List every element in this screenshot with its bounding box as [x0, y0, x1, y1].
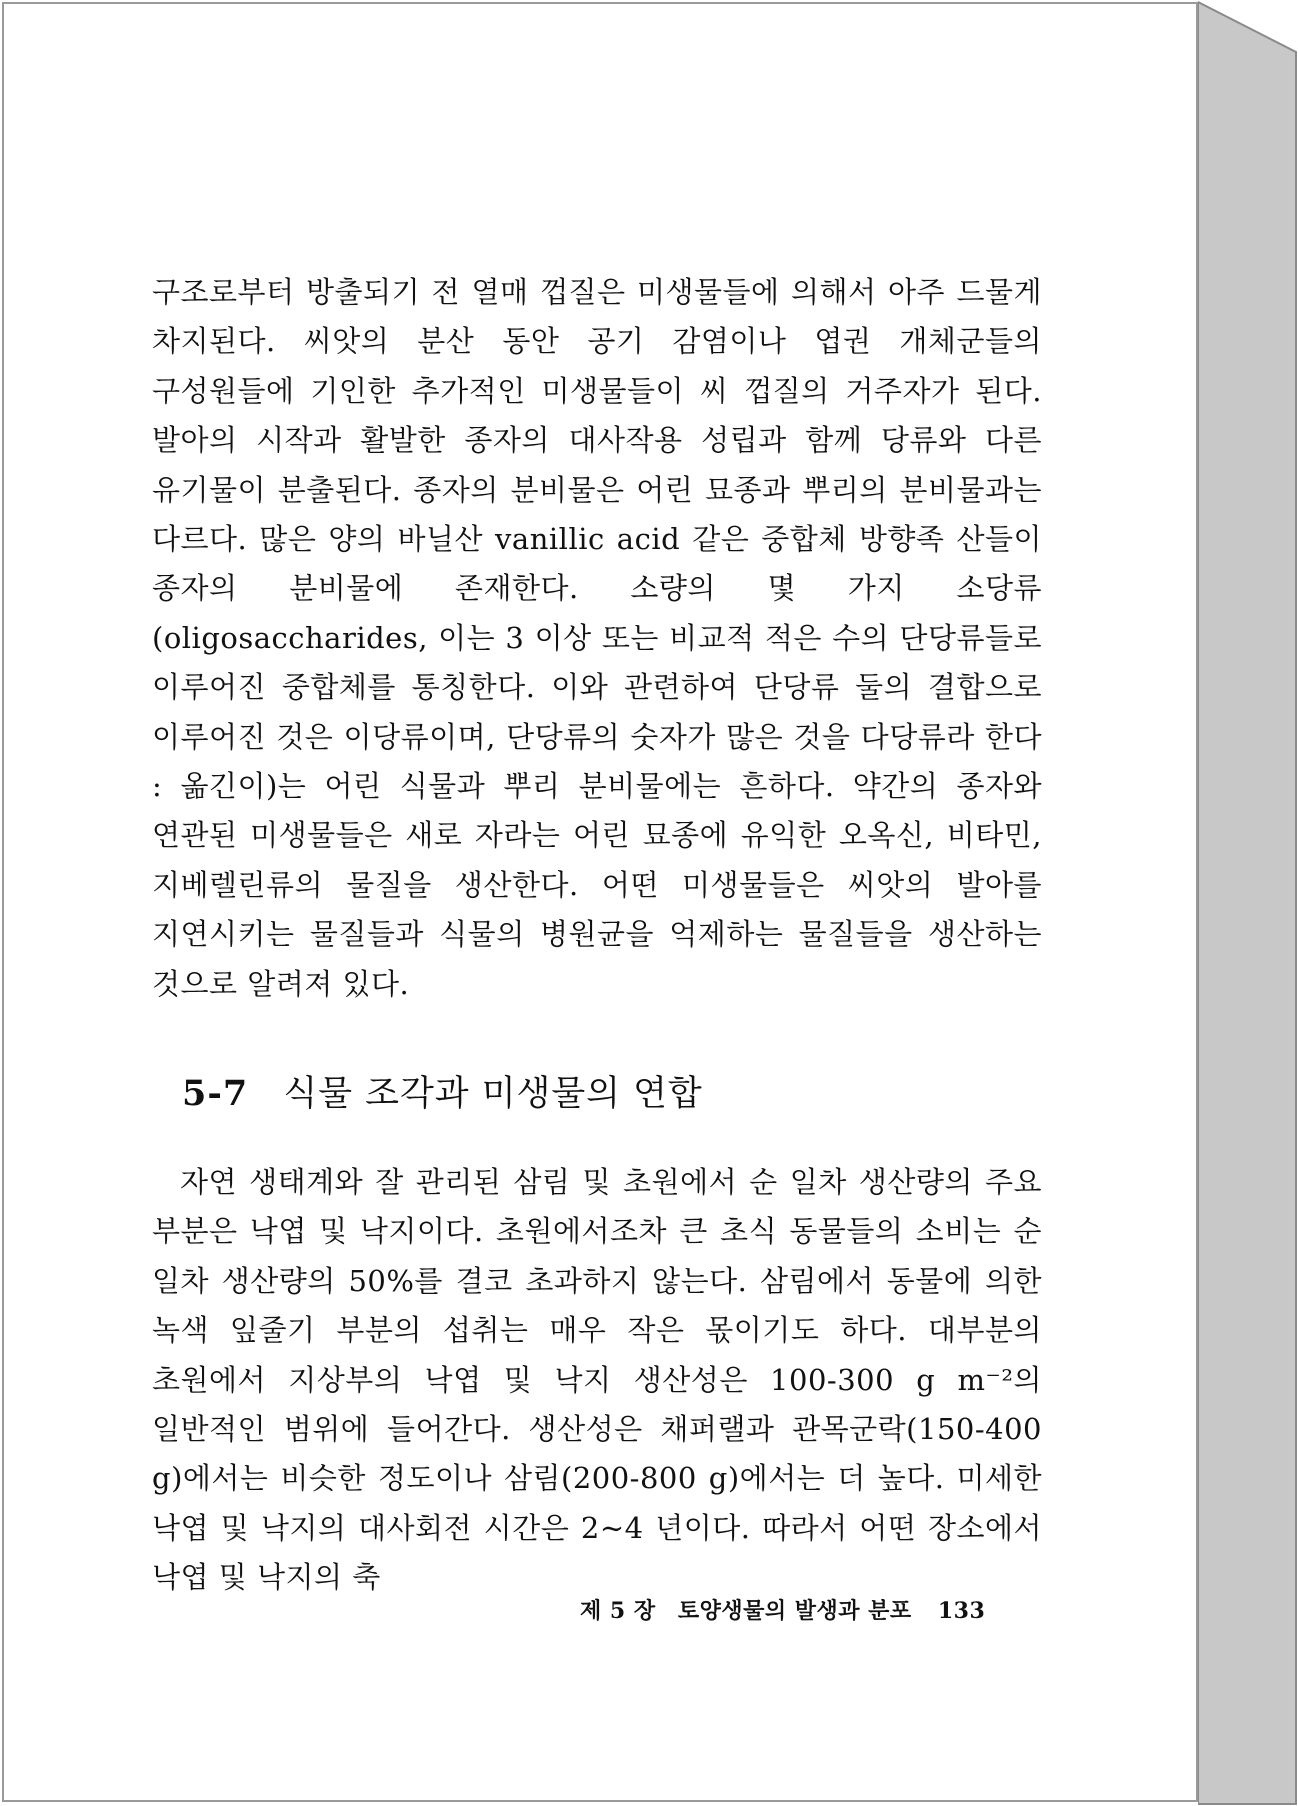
- page-number: 133: [937, 1598, 986, 1624]
- section-title: 식물 조각과 미생물의 연합: [283, 1074, 703, 1114]
- footer-chapter: 제 5 장: [580, 1598, 656, 1624]
- body-paragraph: 구조로부터 방출되기 전 열매 껍질은 미생물들에 의해서 아주 드물게 차지된다. 씨앗의 분산 동안 공기 감염이나 엽권 개체군들의 구성원들에 기인한 추가적인 미생물들이 씨 껍질의 거주자가 된다. 발아의 시작과 활발한 종자의 대사작용 성립과 함께 당류와 다른 유기물이 분출된다. 종자의 분비물은 어린 묘종과 뿌리의 분비물과는 다르다. 많은 양의 바닐산 vanillic acid 같은 중합체 방향족 산들이 종자의 분비물에 존재한다. 소량의 몇 가지 소당류(oligosaccharides, 이는 3 이상 또는 비교적 적은 수의 단당류들로 이루어진 중합체를 통칭한다. 이와 관련하여 단당류 둘의 결합으로 이루어진 것은 이당류이며, 단당류의 숫자가 많은 것을 다당류라 한다 : 옮긴이)는 어린 식물과 뿌리 분비물에는 흔하다. 약간의 종자와 연관된 미생물들은 새로 자라는 어린 묘종에 유익한 오옥신, 비타민, 지베렐린류의 물질을 생산한다. 어떤 미생물들은 씨앗의 발아를 지연시키는 물질들과 식물의 병원균을 억제하는 물질들을 생산하는 것으로 알려져 있다.: [152, 275, 1042, 1001]
- page-footer: [580, 1594, 985, 1625]
- footer-chapter-title: 토양생물의 발생과 분포: [677, 1598, 912, 1624]
- page-stack-edge: [1198, 0, 1298, 1806]
- section-body: [152, 1158, 1042, 1603]
- section-number: 5-7: [182, 1073, 249, 1114]
- page-content: [152, 268, 1042, 1595]
- body-paragraph: 자연 생태계와 잘 관리된 삼림 및 초원에서 순 일차 생산량의 주요 부분은 낙엽 및 낙지이다. 초원에서조차 큰 초식 동물들의 소비는 순 일차 생산량의 50%를 결코 초과하지 않는다. 삼림에서 동물에 의한 녹색 잎줄기 부분의 섭취는 매우 작은 몫이기도 하다. 대부분의 초원에서 지상부의 낙엽 및 낙지 생산성은 100-300 g m⁻²의 일반적인 범위에 들어간다. 생산성은 채퍼랠과 관목군락(150-400 g)에서는 비슷한 정도이나 삼림(200-800 g)에서는 더 높다. 미세한 낙엽 및 낙지의 대사회전 시간은 2∼4 년이다. 따라서 어떤 장소에서 낙엽 및 낙지의 축: [152, 1165, 1042, 1595]
- section-heading: [182, 1066, 703, 1116]
